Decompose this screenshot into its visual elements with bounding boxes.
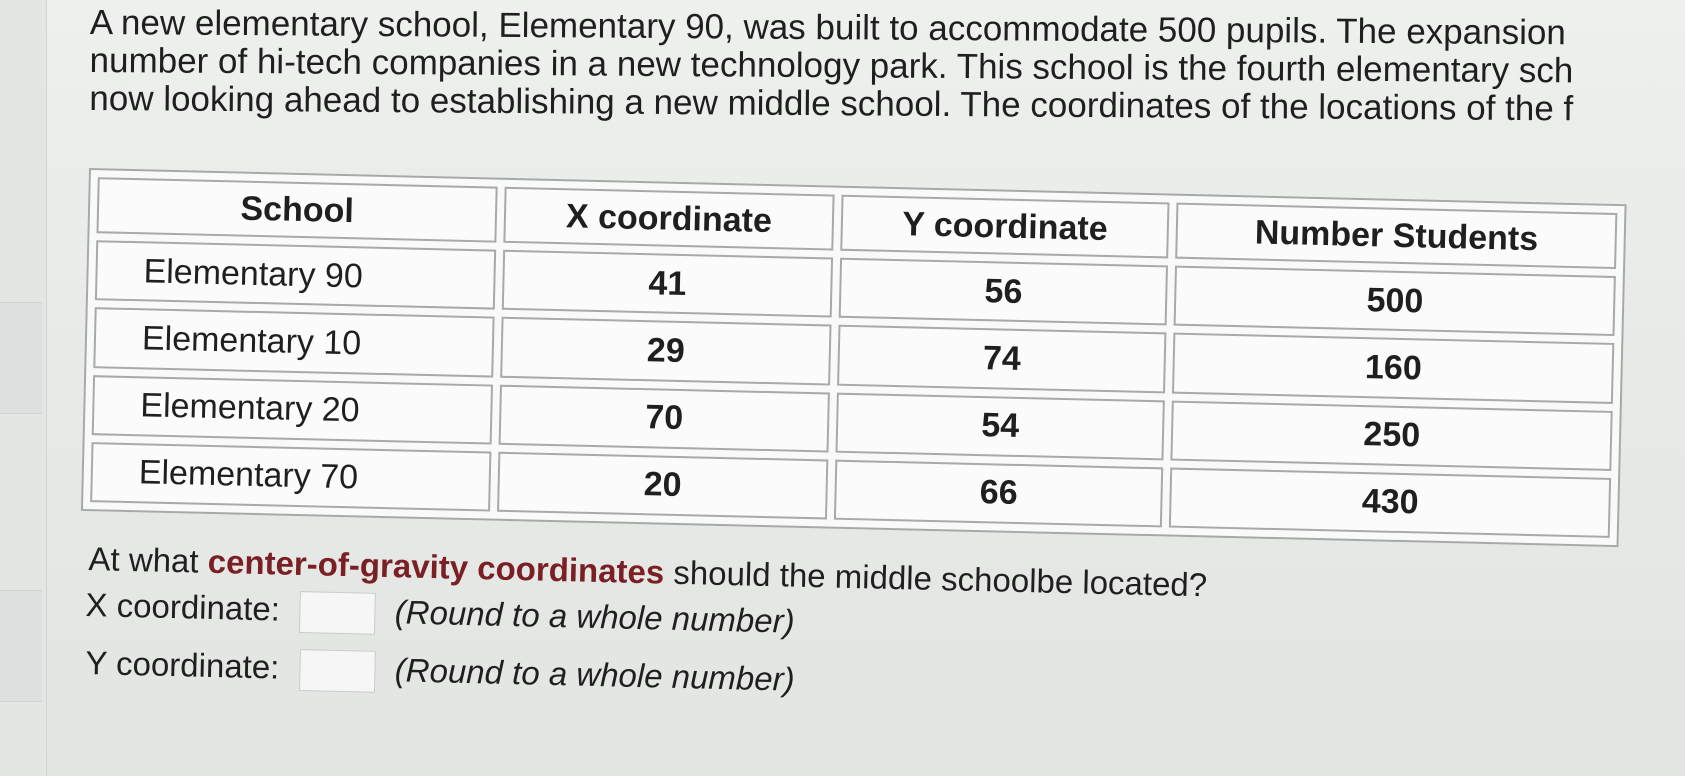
cell-y: 66 — [834, 459, 1164, 527]
school-table — [83, 170, 1625, 545]
left-sidebar — [0, 0, 47, 776]
x-coordinate-label: X coordinate: — [85, 586, 281, 628]
cell-x: 41 — [502, 250, 833, 318]
cell-y: 74 — [837, 325, 1167, 393]
question-prefix: At what — [88, 540, 209, 580]
intro-line-2: number of hi-tech companies in a new technology park. This school is the fourth elementary sch — [89, 40, 1574, 91]
question-suffix: should the middle schoolbe located? — [663, 553, 1208, 604]
cell-y: 54 — [835, 392, 1165, 460]
y-round-hint: (Round to a whole number) — [394, 651, 796, 698]
cell-school: Elementary 70 — [90, 442, 492, 512]
x-answer-row — [85, 586, 795, 645]
cell-x: 29 — [500, 317, 831, 385]
y-coordinate-label: Y coordinate: — [85, 644, 280, 686]
intro-line-3: now looking ahead to establishing a new middle school. The coordinates of the locations of the f — [89, 78, 1574, 129]
y-answer-row — [85, 644, 795, 703]
x-coordinate-input[interactable] — [299, 591, 376, 635]
intro-line-1: A new elementary school, Elementary 90, was built to accommodate 500 pupils. The expansion — [89, 3, 1566, 53]
header-number-students: Number Students — [1176, 203, 1618, 269]
cell-students: 160 — [1172, 333, 1614, 404]
y-coordinate-input[interactable] — [299, 649, 376, 693]
problem-intro — [89, 4, 1685, 129]
cell-students: 500 — [1174, 266, 1616, 337]
cell-y: 56 — [838, 258, 1168, 326]
cell-school: Elementary 20 — [92, 375, 494, 445]
cell-x: 70 — [499, 384, 830, 452]
cell-x: 20 — [497, 451, 828, 519]
cell-school: Elementary 10 — [93, 307, 495, 377]
header-x-coordinate: X coordinate — [504, 187, 835, 251]
school-table-container — [81, 168, 1627, 547]
cell-students: 430 — [1169, 467, 1611, 538]
x-round-hint: (Round to a whole number) — [394, 593, 796, 640]
question-highlight: center-of-gravity coordinates — [207, 542, 665, 591]
header-school: School — [96, 177, 497, 242]
cell-students: 250 — [1171, 400, 1613, 471]
sidebar-tab[interactable] — [0, 302, 42, 414]
header-y-coordinate: Y coordinate — [840, 195, 1170, 259]
cell-school: Elementary 90 — [95, 240, 497, 310]
sidebar-tab[interactable] — [0, 590, 42, 702]
